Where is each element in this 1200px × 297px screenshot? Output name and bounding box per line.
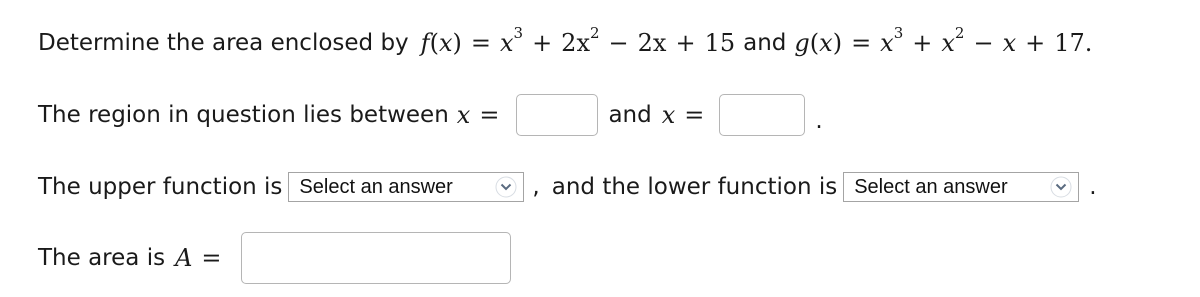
region-bounds-row <box>38 94 823 136</box>
and-word: and <box>743 30 787 56</box>
chevron-down-icon <box>1050 176 1072 198</box>
lower-bound-input[interactable] <box>516 94 598 136</box>
lower-function-select[interactable] <box>843 172 1079 202</box>
problem-intro: Determine the area enclosed by <box>38 30 409 56</box>
area-label: The area is <box>38 245 166 271</box>
x-equals-label: x = <box>456 101 500 129</box>
lower-function-select-value: Select an answer <box>854 175 1008 198</box>
f-function-expression: $f(x) = x^3 + 2x^2 - 2x + 15$ <box>420 24 736 57</box>
upper-function-label: The upper function is <box>38 174 283 200</box>
chevron-down-icon <box>495 176 517 198</box>
area-row <box>38 232 511 284</box>
problem-statement <box>38 24 1092 62</box>
period: . <box>1089 174 1097 200</box>
functions-row <box>38 170 1097 204</box>
upper-function-select-value: Select an answer <box>299 175 453 198</box>
comma: , <box>532 174 540 200</box>
and-word: and <box>608 102 652 128</box>
area-variable: A = <box>175 244 222 272</box>
area-input[interactable] <box>241 232 511 284</box>
region-label: The region in question lies between <box>38 102 449 128</box>
lower-function-label: and the lower function is <box>551 174 838 200</box>
upper-bound-input[interactable] <box>719 94 805 136</box>
upper-function-select[interactable] <box>288 172 524 202</box>
period: . <box>815 108 823 134</box>
g-function-expression: $g(x) = x^3 + x^2 - x + 17$. <box>794 24 1093 57</box>
x-equals-label: x = <box>661 101 705 129</box>
